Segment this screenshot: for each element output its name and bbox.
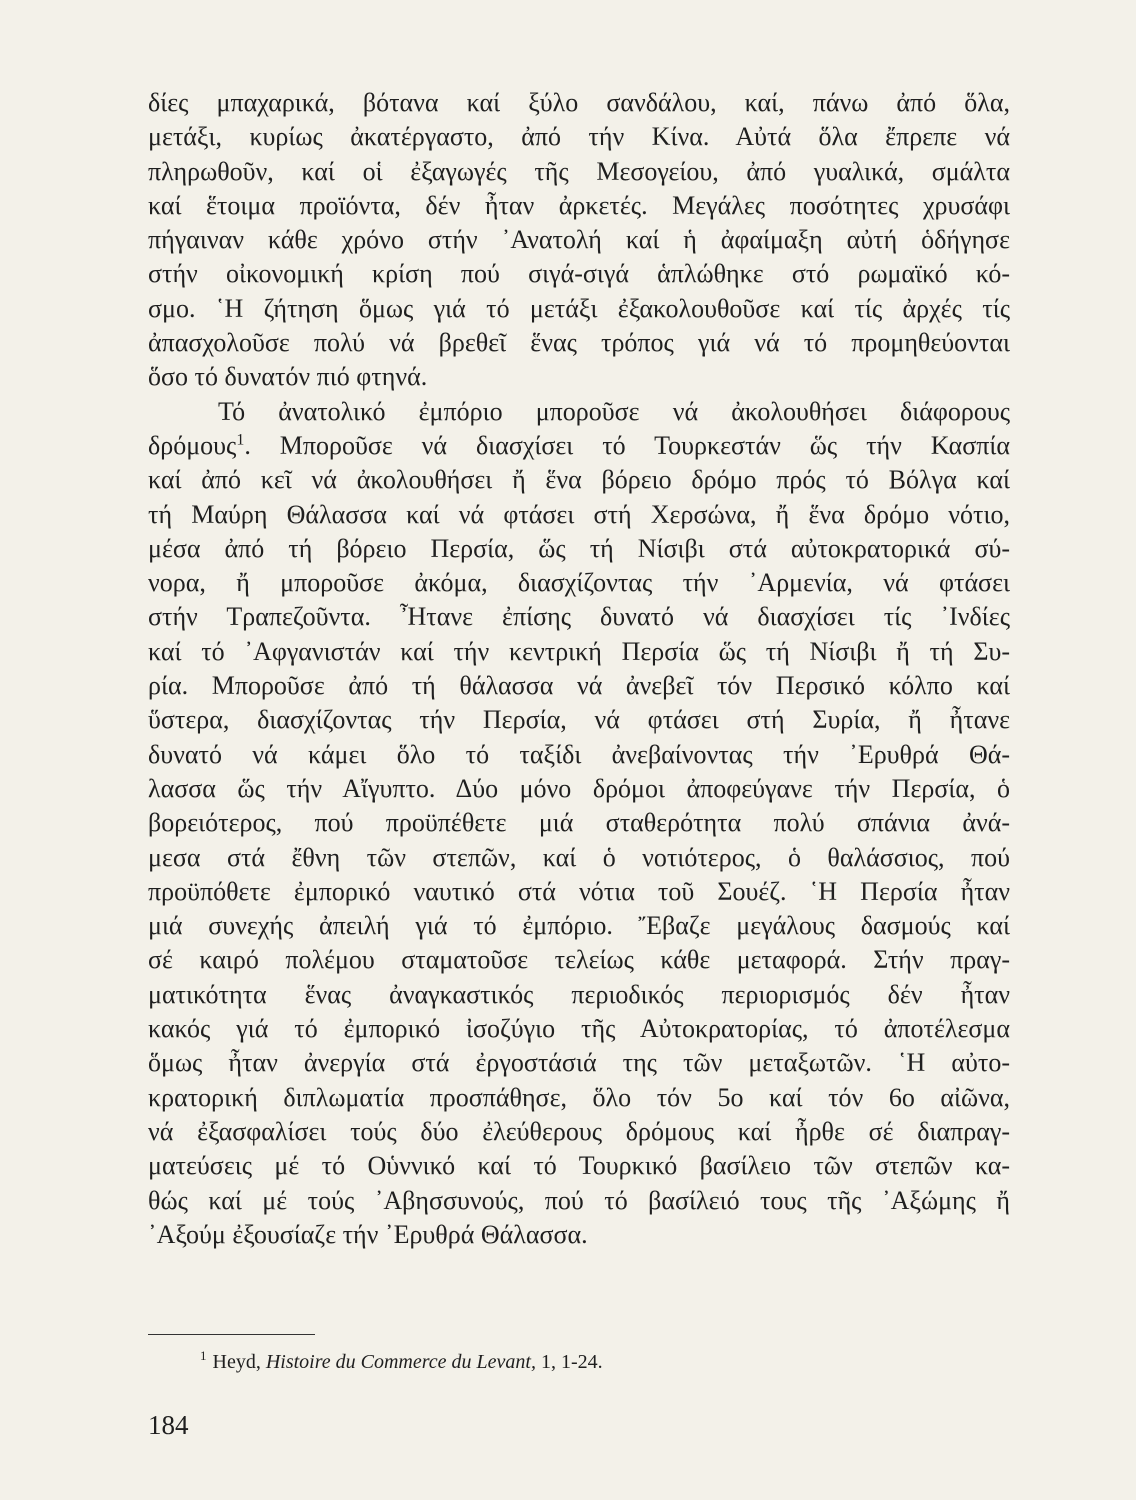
footnote-ref: 1, 1-24.	[540, 1351, 603, 1373]
text-line: μέσα ἀπό τή βόρειο Περσία, ὥς τή Νίσιβι στά αὐτοκρατορικά σύ-	[148, 533, 1010, 563]
footnote	[200, 1350, 603, 1374]
text-line: ἀπασχολοῦσε πολύ νά βρεθεῖ ἕνας τρόπος γιά νά τό προμηθεύονται	[148, 328, 1010, 358]
text-line: κρατορική διπλωματία προσπάθησε, ὅλο τόν 5ο καί τόν 6ο αἰῶνα,	[148, 1082, 1010, 1112]
text-fragment: . Μποροῦσε νά διασχίσει τό Τουρκεστάν ὥς τήν Κασπία	[244, 430, 1010, 460]
footnote-author: Heyd,	[212, 1351, 261, 1373]
text-line: πληρωθοῦν, καί οἱ ἐξαγωγές τῆς Μεσογείου, ἀπό γυαλικά, σμάλτα	[148, 156, 1010, 186]
text-line: καί τό ᾿Αφγανιστάν καί τήν κεντρική Περσία ὥς τή Νίσιβι ἤ τή Συ-	[148, 636, 1010, 666]
text-line: ᾿Αξούμ ἐξουσίαζε τήν ᾿Ερυθρά Θάλασσα.	[148, 1219, 588, 1249]
text-line: σμο. ῾Η ζήτηση ὅμως γιά τό μετάξι ἐξακολουθοῦσε καί τίς ἀρχές τίς	[148, 293, 1010, 323]
text-line: ὕστερα, διασχίζοντας τήν Περσία, νά φτάσει στή Συρία, ἤ ἦτανε	[148, 705, 1010, 735]
text-line: ματικότητα ἕνας ἀναγκαστικός περιοδικός περιορισμός δέν ἦταν	[148, 979, 1010, 1009]
text-line: Τό ἀνατολικό ἐμπόριο μποροῦσε νά ἀκολουθήσει διάφορους	[218, 396, 1010, 426]
footnote-divider	[148, 1334, 315, 1335]
text-line: κακός γιά τό ἐμπορικό ἰσοζύγιο τῆς Αὐτοκρατορίας, τό ἀποτέλεσμα	[148, 1014, 1010, 1044]
text-line: νά ἐξασφαλίσει τούς δύο ἐλεύθερους δρόμους καί ἦρθε σέ διαπραγ-	[148, 1116, 1010, 1146]
text-line: δυνατό νά κάμει ὅλο τό ταξίδι ἀνεβαίνοντας τήν ᾿Ερυθρά Θά-	[148, 739, 1010, 769]
text-line: νορα, ἤ μποροῦσε ἀκόμα, διασχίζοντας τήν ᾿Αρμενία, νά φτάσει	[148, 568, 1010, 598]
footnote-marker: 1	[200, 1348, 207, 1364]
text-line: βορειότερος, πού προϋπέθετε μιά σταθερότητα πολύ σπάνια ἀνά-	[148, 808, 1010, 838]
page-number: 184	[148, 1410, 189, 1440]
text-line: θώς καί μέ τούς ᾿Αβησσυνούς, πού τό βασίλειό τους τῆς ᾿Αξώμης ἤ	[148, 1185, 1010, 1215]
text-line: μετάξι, κυρίως ἀκατέργαστο, ἀπό τήν Κίνα. Αὐτά ὅλα ἔπρεπε νά	[148, 122, 1010, 152]
text-line: ὅσο τό δυνατόν πιό φτηνά.	[148, 362, 428, 392]
text-line-with-footnote	[148, 429, 1010, 463]
text-line: καί ἕτοιμα προϊόντα, δέν ἦταν ἀρκετές. Μεγάλες ποσότητες χρυσάφι	[148, 190, 1010, 220]
text-line: δίες μπαχαρικά, βότανα καί ξύλο σανδάλου, καί, πάνω ἀπό ὅλα,	[148, 88, 1010, 117]
text-line: ματεύσεις μέ τό Οὑννικό καί τό Τουρκικό βασίλειο τῶν στεπῶν κα-	[148, 1151, 1010, 1181]
footnote-reference: 1	[236, 431, 245, 449]
footnote-title: Histoire du Commerce du Levant,	[265, 1351, 536, 1373]
text-line: στήν οἰκονομική κρίση πού σιγά-σιγά ἁπλώθηκε στό ρωμαϊκό κό-	[148, 259, 1010, 289]
text-line: τή Μαύρη Θάλασσα καί νά φτάσει στή Χερσώνα, ἤ ἕνα δρόμο νότιο,	[148, 499, 1010, 529]
text-fragment: δρόμους	[148, 430, 237, 460]
text-line: μιά συνεχής ἀπειλή γιά τό ἐμπόριο. Ἔβαζε μεγάλους δασμούς καί	[148, 911, 1010, 941]
text-line: καί ἀπό κεῖ νά ἀκολουθήσει ἤ ἕνα βόρειο δρόμο πρός τό Βόλγα καί	[148, 465, 1010, 495]
text-line: σέ καιρό πολέμου σταματοῦσε τελείως κάθε μεταφορά. Στήν πραγ-	[148, 945, 1010, 975]
body-text	[148, 86, 1010, 1252]
text-line: προϋπόθετε ἐμπορικό ναυτικό στά νότια τοῦ Σουέζ. ῾Η Περσία ἦταν	[148, 876, 1010, 906]
text-line: στήν Τραπεζοῦντα. Ἦτανε ἐπίσης δυνατό νά διασχίσει τίς ᾿Ινδίες	[148, 602, 1010, 632]
text-line: μεσα στά ἔθνη τῶν στεπῶν, καί ὁ νοτιότερος, ὁ θαλάσσιος, πού	[148, 842, 1010, 872]
text-line: λασσα ὥς τήν Αἴγυπτο. Δύο μόνο δρόμοι ἀποφεύγανε τήν Περσία, ὁ	[148, 773, 1010, 803]
text-line: ρία. Μποροῦσε ἀπό τή θάλασσα νά ἀνεβεῖ τόν Περσικό κόλπο καί	[148, 671, 1010, 701]
text-line: πήγαιναν κάθε χρόνο στήν ᾿Ανατολή καί ἡ ἀφαίμαξη αὐτή ὁδήγησε	[148, 225, 1010, 255]
text-line: ὅμως ἦταν ἀνεργία στά ἐργοστάσιά της τῶν μεταξωτῶν. ῾Η αὐτο-	[148, 1048, 1010, 1078]
